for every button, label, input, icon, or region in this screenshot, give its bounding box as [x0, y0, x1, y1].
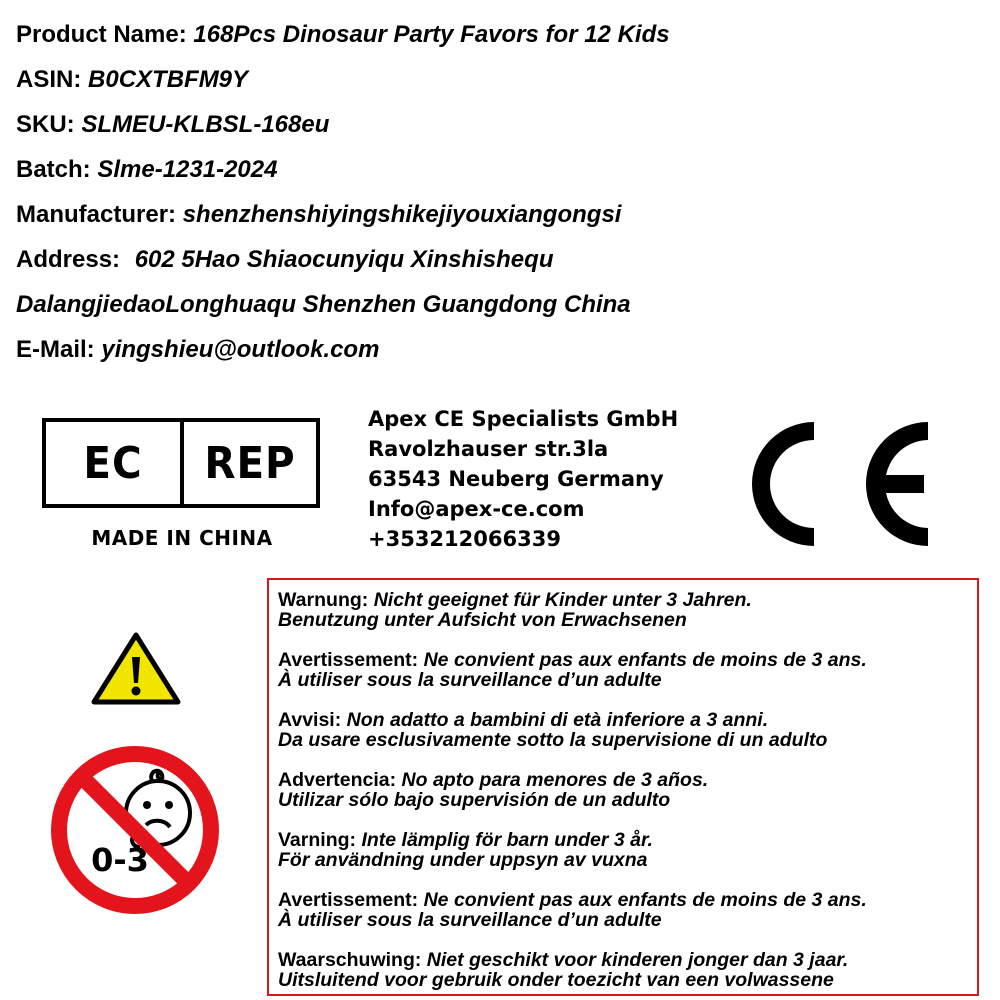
- warning-label: Varning:: [278, 829, 357, 851]
- warning-label: Advertencia:: [278, 769, 397, 791]
- batch-value: Slme-1231-2024: [97, 156, 278, 183]
- warning-label: Avertissement:: [278, 649, 419, 671]
- address-continuation-line: [16, 290, 631, 320]
- warning-line2: À utiliser sous la surveillance d’un adulte: [278, 669, 662, 691]
- ec-rep-label: [42, 418, 320, 508]
- address-line2: DalangjiedaoLonghuaqu Shenzhen Guangdong China: [16, 291, 631, 318]
- warning-fr: [278, 650, 867, 690]
- rep-street: Ravolzhauser str.3la: [368, 437, 609, 461]
- batch-line: [16, 155, 277, 185]
- warning-es: [278, 770, 708, 810]
- ec-rep-address: [368, 404, 678, 554]
- warning-label: Avvisi:: [278, 709, 342, 731]
- manufacturer-label: Manufacturer:: [16, 201, 177, 228]
- address-line: [16, 245, 553, 275]
- asin-line: [16, 65, 248, 95]
- sku-label: SKU:: [16, 111, 75, 138]
- warning-label: Waarschuwing:: [278, 949, 422, 971]
- sku-value: SLMEU-KLBSL-168eu: [81, 111, 330, 138]
- warning-it: [278, 710, 827, 750]
- asin-label: ASIN:: [16, 66, 82, 93]
- rep-text: REP: [204, 437, 296, 489]
- rep-phone: +353212066339: [368, 527, 561, 551]
- warning-line1: Nicht geeignet für Kinder unter 3 Jahren.: [373, 589, 752, 611]
- manufacturer-line: [16, 200, 621, 230]
- warning-line1: Niet geschikt voor kinderen jonger dan 3 jaar.: [426, 949, 849, 971]
- warning-line1: Ne convient pas aux enfants de moins de 3 ans.: [423, 649, 867, 671]
- product-name-label: Product Name:: [16, 21, 187, 48]
- product-name-line: [16, 20, 670, 50]
- warning-line1: Ne convient pas aux enfants de moins de 3 ans.: [423, 889, 867, 911]
- manufacturer-value: shenzhenshiyingshikejiyouxiangongsi: [182, 201, 622, 228]
- email-value: yingshieu@outlook.com: [101, 336, 380, 363]
- made-in-text: MADE IN CHINA: [91, 526, 273, 550]
- ce-mark-icon: [748, 418, 932, 550]
- batch-label: Batch:: [16, 156, 91, 183]
- rep-company: Apex CE Specialists GmbH: [368, 407, 679, 431]
- warning-line1: No apto para menores de 3 años.: [401, 769, 709, 791]
- sku-line: [16, 110, 329, 140]
- warning-sv: [278, 830, 653, 870]
- address-line1: 602 5Hao Shiaocunyiqu Xinshishequ: [134, 246, 554, 273]
- rep-email: Info@apex-ce.com: [368, 497, 585, 521]
- product-name-value: 168Pcs Dinosaur Party Favors for 12 Kids: [193, 21, 670, 48]
- warning-line2: För användning under uppsyn av vuxna: [278, 849, 648, 871]
- warnings-box: [267, 578, 979, 996]
- warning-line2: À utiliser sous la surveillance d’un adulte: [278, 909, 662, 931]
- address-label: Address:: [16, 246, 121, 273]
- warning-nl: [278, 950, 848, 990]
- age-restriction-icon: [48, 743, 222, 917]
- warning-label: Avertissement:: [278, 889, 419, 911]
- warning-fr-2: [278, 890, 867, 930]
- asin-value: B0CXTBFM9Y: [88, 66, 249, 93]
- ec-rep-divider: [180, 422, 184, 504]
- warning-label: Warnung:: [278, 589, 369, 611]
- age-range-text: 0-3: [91, 841, 149, 879]
- warning-line2: Uitsluitend voor gebruik onder toezicht van een volwassene: [278, 969, 834, 991]
- rep-city: 63543 Neuberg Germany: [368, 467, 664, 491]
- warning-line2: Utilizar sólo bajo supervisión de un adulto: [278, 789, 671, 811]
- warning-line2: Benutzung unter Aufsicht von Erwachsenen: [278, 609, 687, 631]
- ec-text: EC: [83, 437, 143, 489]
- warning-triangle-icon: [90, 630, 182, 706]
- warning-line2: Da usare esclusivamente sotto la supervisione di un adulto: [278, 729, 828, 751]
- email-label: E-Mail:: [16, 336, 95, 363]
- warning-line1: Non adatto a bambini di età inferiore a 3 anni.: [346, 709, 769, 731]
- email-line: [16, 335, 379, 365]
- warning-de: [278, 590, 752, 630]
- warning-line1: Inte lämplig för barn under 3 år.: [361, 829, 653, 851]
